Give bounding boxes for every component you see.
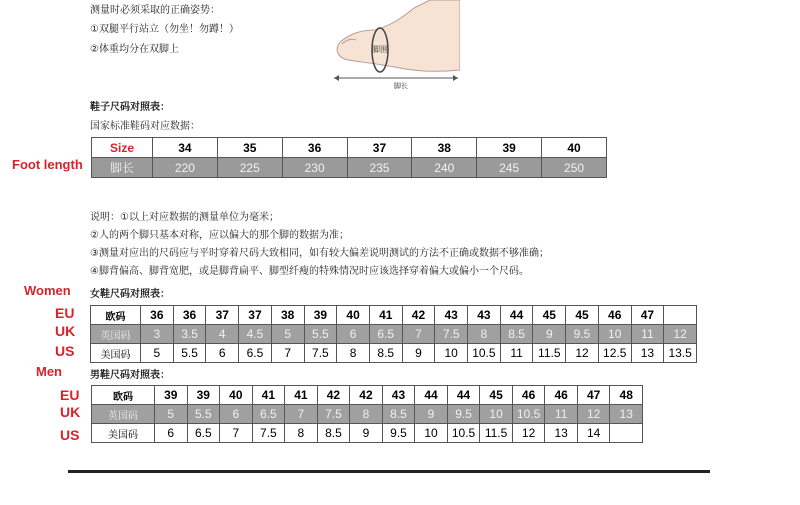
men-eu-cell: 46	[512, 386, 545, 405]
women-eu-cell: 43	[435, 306, 468, 325]
women-us-cell: 7.5	[304, 344, 337, 363]
women-us-cell: 6	[206, 344, 239, 363]
men-uk-cell: 13	[610, 405, 643, 424]
women-us-cell: 5	[141, 344, 174, 363]
men-us-cell: 8.5	[317, 424, 350, 443]
men-us-cell: 6.5	[187, 424, 220, 443]
men-us-row	[92, 424, 643, 443]
size-row	[92, 138, 607, 158]
men-us-cell: 13	[545, 424, 578, 443]
men-uk-cell: 7.5	[317, 405, 350, 424]
men-uk-cell: 10.5	[512, 405, 545, 424]
men-us-cell: 6	[155, 424, 188, 443]
women-eu-cell: 40	[337, 306, 370, 325]
women-eu-cell: 45	[533, 306, 566, 325]
women-table-title: 女鞋尺码对照表：	[90, 289, 170, 300]
women-eu-cell: 43	[468, 306, 501, 325]
women-size-table	[90, 305, 697, 363]
men-us-cell: 11.5	[480, 424, 513, 443]
women-eu-cell: 37	[239, 306, 272, 325]
men-uk-cell: 9	[415, 405, 448, 424]
women-uk-cell: 5	[271, 325, 304, 344]
size-chart-title: 鞋子尺码对照表：	[90, 102, 170, 113]
men-uk-cell: 7	[285, 405, 318, 424]
women-eu-cell: 41	[369, 306, 402, 325]
men-eu-cell: 42	[350, 386, 383, 405]
men-us-cell: 10.5	[447, 424, 480, 443]
instruction-item-1: ①双腿平行站立（勿坐！勿蹲！）	[90, 24, 239, 35]
women-eu-cell: 45	[566, 306, 599, 325]
length-cell: 240	[412, 158, 477, 178]
men-us-label: US	[60, 427, 80, 443]
women-us-cell: 6.5	[239, 344, 272, 363]
men-uk-row	[92, 405, 643, 424]
men-eu-cell: 39	[187, 386, 220, 405]
length-label: 脚长	[394, 82, 408, 90]
women-eu-row-label: 欧码	[91, 306, 141, 325]
size-chart-table	[91, 137, 607, 178]
women-us-cell: 10	[435, 344, 468, 363]
men-uk-cell: 11	[545, 405, 578, 424]
women-uk-cell: 6.5	[369, 325, 402, 344]
women-uk-row-label: 英国码	[91, 325, 141, 344]
women-uk-row	[91, 325, 697, 344]
men-us-cell: 10	[415, 424, 448, 443]
men-eu-cell: 47	[577, 386, 610, 405]
women-eu-cell: 47	[631, 306, 664, 325]
foot-measurement-diagram	[330, 0, 460, 90]
women-us-cell: 11.5	[533, 344, 566, 363]
men-us-cell: 8	[285, 424, 318, 443]
men-uk-cell: 6	[220, 405, 253, 424]
men-us-row-label: 美国码	[92, 424, 155, 443]
men-eu-cell: 45	[480, 386, 513, 405]
men-table-title: 男鞋尺码对照表：	[90, 370, 170, 381]
girth-label: 脚围	[372, 45, 388, 54]
men-uk-cell: 8.5	[382, 405, 415, 424]
men-eu-cell: 41	[285, 386, 318, 405]
women-us-cell: 5.5	[173, 344, 206, 363]
women-uk-cell: 7.5	[435, 325, 468, 344]
men-eu-cell: 44	[415, 386, 448, 405]
women-label: Women	[24, 283, 71, 298]
instruction-item-2: ②体重均分在双脚上	[90, 44, 179, 55]
women-us-cell: 8	[337, 344, 370, 363]
men-us-cell: 9.5	[382, 424, 415, 443]
size-cell: 37	[347, 138, 412, 158]
size-cell: 40	[542, 138, 607, 158]
men-uk-cell: 8	[350, 405, 383, 424]
instructions-title: 测量时必须采取的正确姿势：	[90, 5, 220, 16]
women-us-cell: 12.5	[598, 344, 631, 363]
men-uk-cell: 5.5	[187, 405, 220, 424]
men-us-cell: 7.5	[252, 424, 285, 443]
men-eu-cell: 41	[252, 386, 285, 405]
size-cell: 38	[412, 138, 477, 158]
size-cell: 39	[477, 138, 542, 158]
men-us-cell: 9	[350, 424, 383, 443]
men-eu-cell: 44	[447, 386, 480, 405]
women-eu-cell: 38	[271, 306, 304, 325]
women-uk-cell: 11	[631, 325, 664, 344]
men-us-cell: 12	[512, 424, 545, 443]
women-us-label: US	[55, 343, 75, 359]
women-eu-cell: 37	[206, 306, 239, 325]
women-us-row	[91, 344, 697, 363]
women-uk-cell: 12	[664, 325, 697, 344]
women-uk-label: UK	[55, 323, 76, 339]
women-us-cell: 8.5	[369, 344, 402, 363]
women-eu-cell: 46	[598, 306, 631, 325]
length-cell: 220	[153, 158, 218, 178]
length-row	[92, 158, 607, 178]
bottom-divider	[68, 470, 710, 473]
women-us-cell: 11	[500, 344, 533, 363]
size-header: Size	[92, 138, 153, 158]
foot-outline	[337, 0, 460, 71]
women-us-cell: 9	[402, 344, 435, 363]
note-2: ②人的两个脚只基本对称，应以偏大的那个脚的数据为准；	[90, 230, 349, 241]
women-uk-cell: 9.5	[566, 325, 599, 344]
men-uk-label: UK	[60, 404, 81, 420]
men-eu-label: EU	[60, 387, 80, 403]
men-uk-cell: 6.5	[252, 405, 285, 424]
size-cell: 35	[217, 138, 282, 158]
foot-length-label: Foot length	[12, 157, 83, 172]
women-uk-cell: 4	[206, 325, 239, 344]
women-eu-cell: 36	[141, 306, 174, 325]
men-uk-cell: 10	[480, 405, 513, 424]
length-cell: 250	[542, 158, 607, 178]
women-uk-cell: 6	[337, 325, 370, 344]
women-us-row-label: 美国码	[91, 344, 141, 363]
women-eu-row	[91, 306, 697, 325]
women-eu-cell: 36	[173, 306, 206, 325]
men-eu-cell: 39	[155, 386, 188, 405]
men-uk-cell: 5	[155, 405, 188, 424]
women-uk-cell: 3.5	[173, 325, 206, 344]
women-eu-cell: 44	[500, 306, 533, 325]
women-uk-cell: 7	[402, 325, 435, 344]
size-cell: 34	[153, 138, 218, 158]
men-eu-cell: 42	[317, 386, 350, 405]
men-us-cell: 7	[220, 424, 253, 443]
men-us-cell	[610, 424, 643, 443]
length-cell: 225	[217, 158, 282, 178]
men-eu-cell: 43	[382, 386, 415, 405]
women-eu-cell	[664, 306, 697, 325]
men-eu-cell: 46	[545, 386, 578, 405]
note-4: ④脚背偏高、脚背宽肥，或是脚背扁平、脚型纤瘦的特殊情况时应该选择穿着偏大或偏小一个尺码。	[90, 266, 529, 277]
men-eu-cell: 48	[610, 386, 643, 405]
men-eu-cell: 40	[220, 386, 253, 405]
women-eu-cell: 39	[304, 306, 337, 325]
women-us-cell: 10.5	[468, 344, 501, 363]
length-header: 脚长	[92, 158, 153, 178]
men-uk-cell: 12	[577, 405, 610, 424]
women-uk-cell: 9	[533, 325, 566, 344]
men-us-cell: 14	[577, 424, 610, 443]
men-label: Men	[36, 364, 62, 379]
women-us-cell: 12	[566, 344, 599, 363]
women-uk-cell: 3	[141, 325, 174, 344]
women-us-cell: 13.5	[664, 344, 697, 363]
women-uk-cell: 4.5	[239, 325, 272, 344]
note-1: 说明：①以上对应数据的测量单位为毫米；	[90, 212, 279, 223]
women-eu-label: EU	[55, 305, 75, 321]
men-uk-cell: 9.5	[447, 405, 480, 424]
women-uk-cell: 8	[468, 325, 501, 344]
women-uk-cell: 10	[598, 325, 631, 344]
men-size-table	[91, 385, 643, 443]
women-uk-cell: 5.5	[304, 325, 337, 344]
length-cell: 245	[477, 158, 542, 178]
note-3: ③测量对应出的尺码应与平时穿着尺码大致相同，如有较大偏差说明测试的方法不正确或数据不够准确；	[90, 248, 549, 259]
length-cell: 235	[347, 158, 412, 178]
women-uk-cell: 8.5	[500, 325, 533, 344]
women-us-cell: 7	[271, 344, 304, 363]
men-eu-row	[92, 386, 643, 405]
women-eu-cell: 42	[402, 306, 435, 325]
size-chart-subtitle: 国家标准鞋码对应数据：	[90, 121, 200, 132]
men-eu-row-label: 欧码	[92, 386, 155, 405]
length-cell: 230	[282, 158, 347, 178]
men-uk-row-label: 英国码	[92, 405, 155, 424]
size-cell: 36	[282, 138, 347, 158]
women-us-cell: 13	[631, 344, 664, 363]
